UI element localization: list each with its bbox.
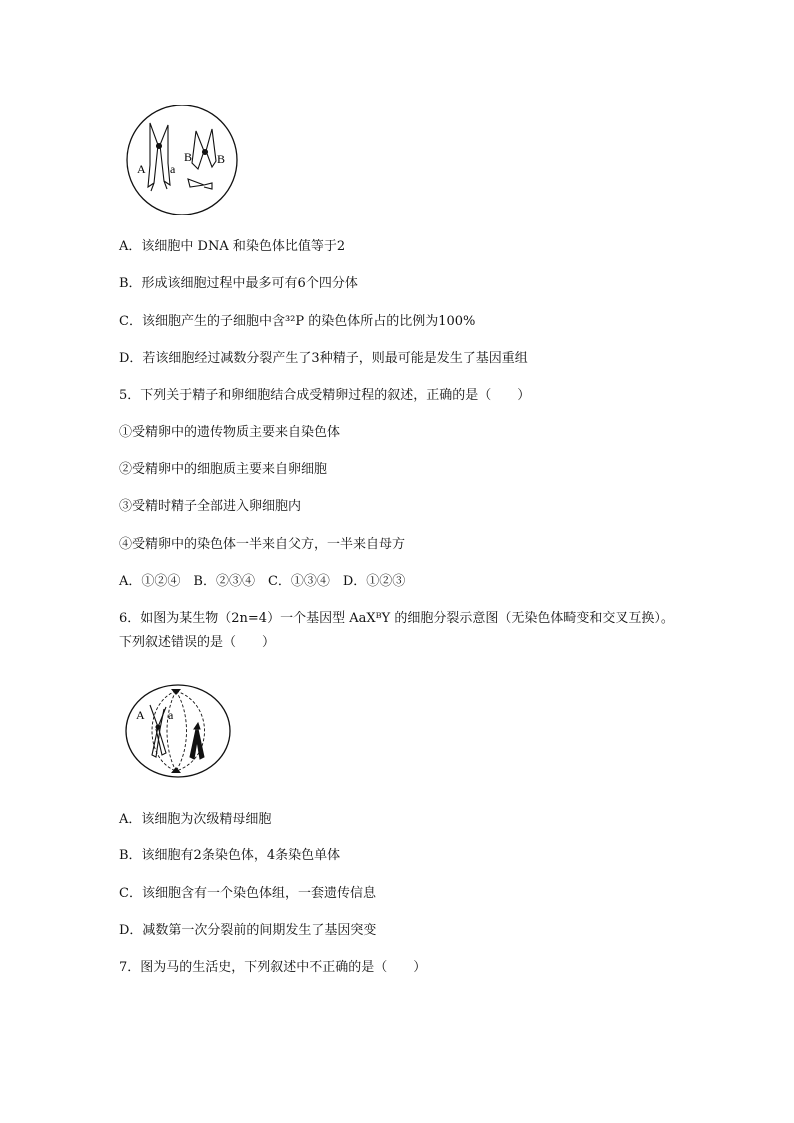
- gene-label: B: [184, 150, 193, 164]
- cell-diagram-1: [120, 105, 245, 215]
- cell-diagram-2: [124, 683, 232, 779]
- q5-statement-3: ③受精时精子全部进入卵细胞内: [119, 499, 302, 514]
- q6-option-c: C．该细胞含有一个染色体组，一套遗传信息: [119, 886, 376, 901]
- q6-option-b: B．该细胞有2条染色体，4条染色单体: [119, 848, 341, 863]
- q4-option-d: D．若该细胞经过减数分裂产生了3种精子，则最可能是发生了基因重组: [119, 351, 528, 366]
- q6-option-a: A．该细胞为次级精母细胞: [119, 812, 272, 827]
- q5-statement-4: ④受精卵中的染色体一半来自父方，一半来自母方: [119, 537, 406, 552]
- q6-stem: 6．如图为某生物（2n=4）一个基因型 AaXᴮY 的细胞分裂示意图（无染色体畸变和交叉互换）。下列叙述错误的是（ ）: [119, 611, 674, 650]
- q4-option-c: C．该细胞产生的子细胞中含³²P 的染色体所占的比例为100%: [119, 314, 476, 329]
- chromosome-left: [148, 123, 170, 191]
- q7-stem: 7．图为马的生活史，下列叙述中不正确的是（ ）: [119, 960, 427, 975]
- chromosome-right: [192, 129, 216, 169]
- gene-label: B: [217, 152, 226, 166]
- q5-statement-1: ①受精卵中的遗传物质主要来自染色体: [119, 425, 341, 440]
- q5-statement-2: ②受精卵中的细胞质主要来自卵细胞: [119, 462, 328, 477]
- chromosome-right: [190, 723, 204, 759]
- q5-stem: 5．下列关于精子和卵细胞结合成受精卵过程的叙述，正确的是（ ）: [119, 388, 531, 403]
- chromosome-small: [188, 179, 212, 189]
- gene-label: A: [136, 708, 145, 722]
- q6-option-d: D．减数第一次分裂前的间期发生了基因突变: [119, 923, 377, 938]
- gene-label: a: [168, 708, 174, 722]
- chromosome-left: [150, 705, 166, 757]
- gene-label: A: [137, 162, 146, 176]
- gene-label: a: [170, 162, 176, 176]
- cell-membrane: [126, 685, 230, 777]
- q4-option-b: B．形成该细胞过程中最多可有6个四分体: [119, 276, 358, 291]
- q5-options: A．①②④ B．②③④ C．①③④ D．①②③: [119, 574, 406, 589]
- centrosome: [171, 689, 181, 695]
- q4-option-a: A．该细胞中 DNA 和染色体比值等于2: [119, 239, 346, 254]
